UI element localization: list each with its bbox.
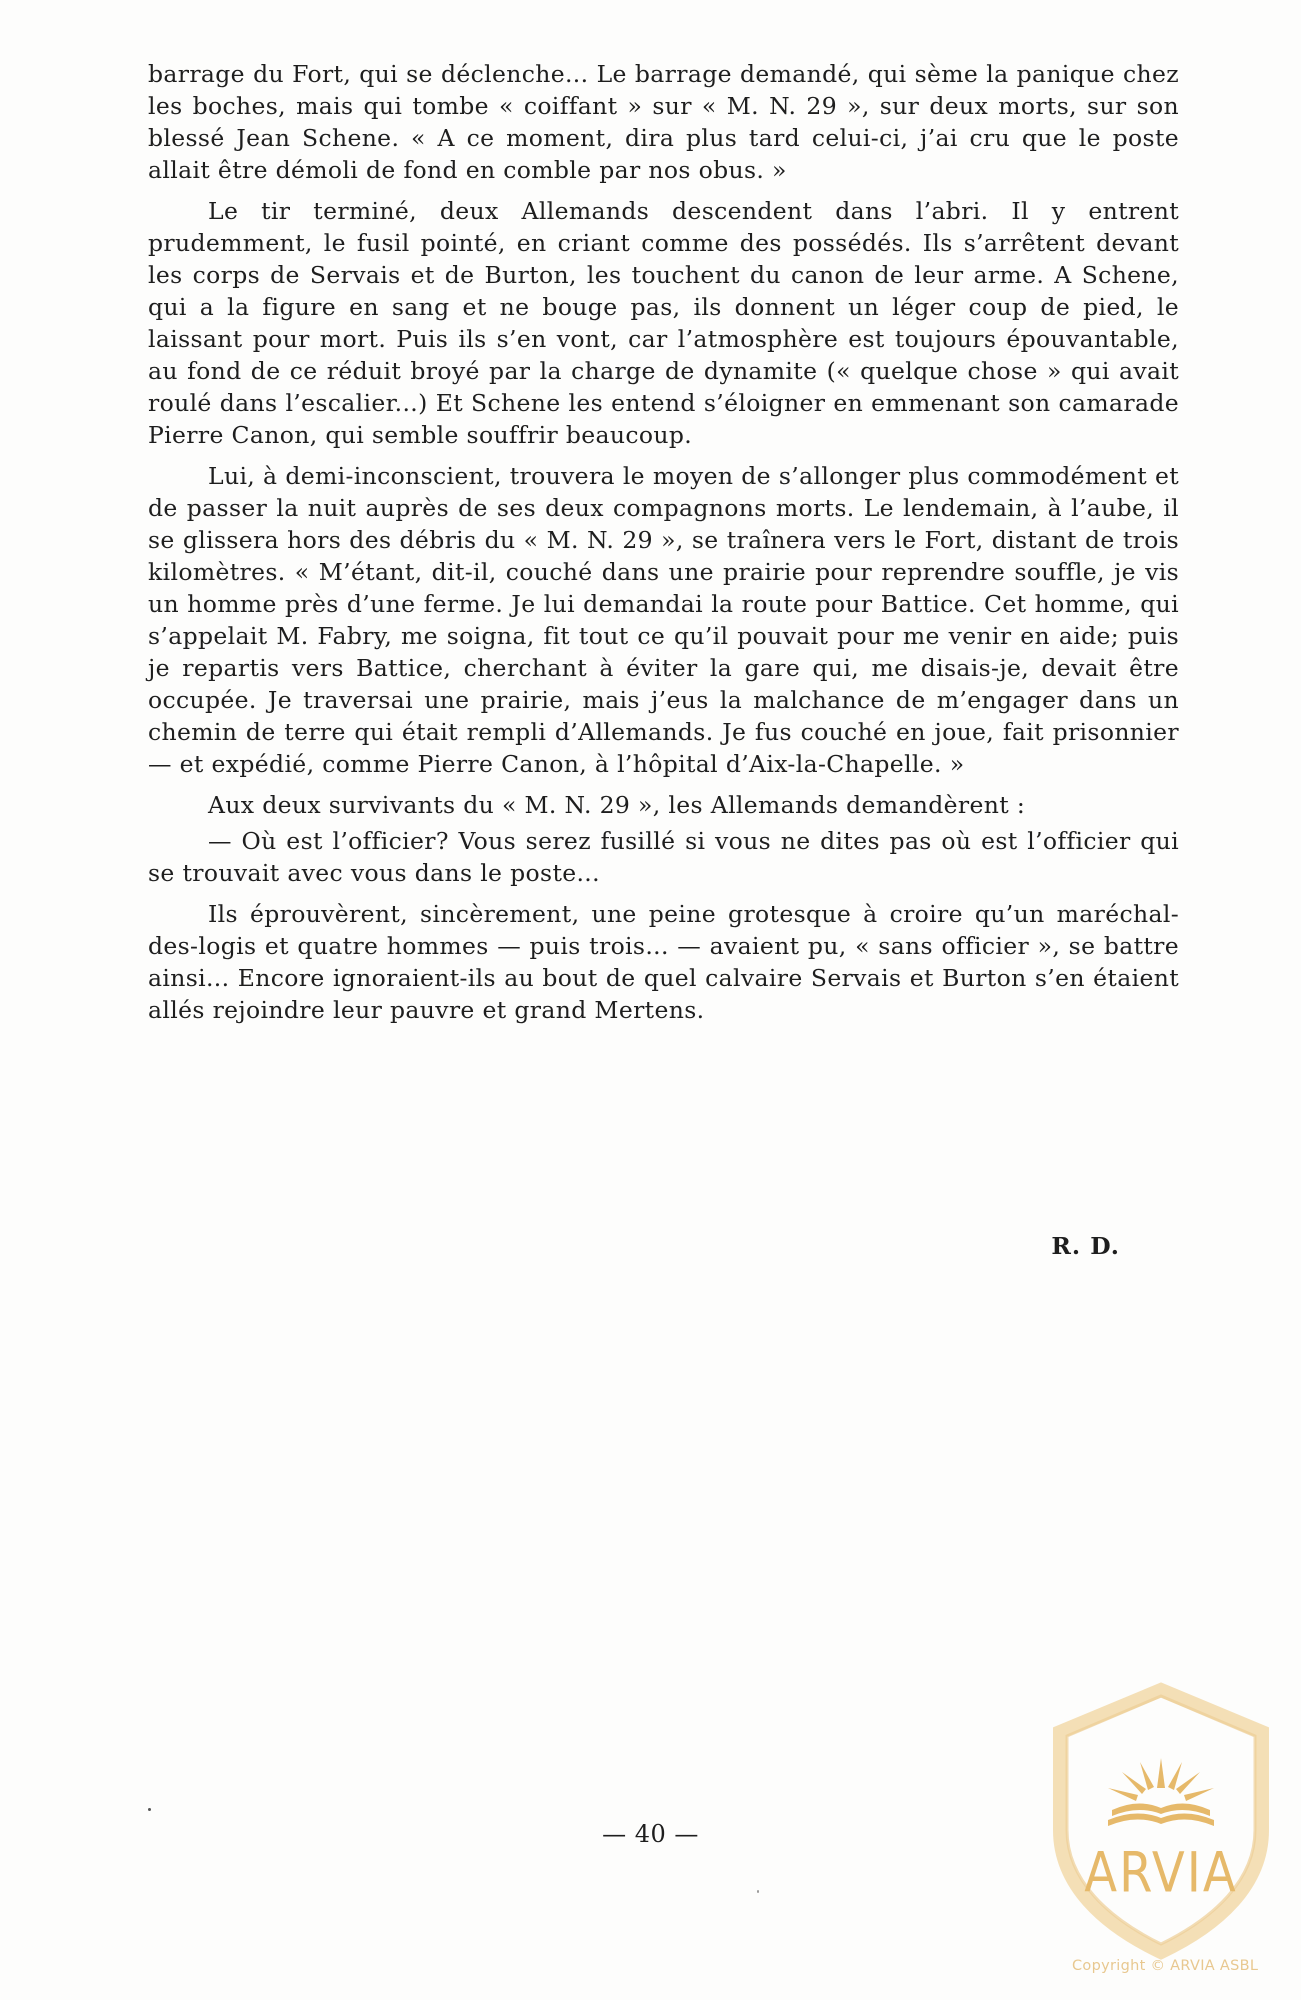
paragraph: Aux deux survivants du « M. N. 29 », les Allemands demandèrent : [208, 791, 1026, 819]
arvia-watermark-logo [1048, 1680, 1274, 1960]
article-body [148, 58, 1179, 1035]
print-speck [148, 1808, 151, 1811]
paragraph: Le tir terminé, deux Allemands descendent dans l’abri. Il y entrent prudemment, le fusil pointé, en criant comme des possédés. Ils s’arrêtent devant les corps de Servais et de Burton, les touchent du canon de leur arme. A Schene, qui a la figure en sang et ne bouge pas, ils donnent un léger coup de pied, le laissant pour mort. Puis ils s’en vont, car l’atmosphère est toujours épouvantable, au fond de ce réduit broyé par la charge de dynamite (« quelque chose » qui avait roulé dans l’escalier...) Et Schene les entend s’éloigner en emmenant son camarade Pierre Canon, qui semble souffrir beaucoup. [148, 197, 1179, 449]
page-number: — 40 — [602, 1820, 699, 1848]
book-sunburst-icon [1108, 1758, 1214, 1826]
print-speck [757, 1890, 759, 1893]
author-initials: R. D. [1051, 1232, 1120, 1260]
paragraph: Lui, à demi-inconscient, trouvera le moyen de s’allonger plus commodément et de passer la nuit auprès de ses deux compagnons morts. Le lendemain, à l’aube, il se glissera hors des débris du « M. N. 29 », se traînera vers le Fort, distant de trois kilomètres. « M’étant, dit-il, couché dans une prairie pour reprendre souffle, je vis un homme près d’une ferme. Je lui demandai la route pour Battice. Cet homme, qui s’appelait M. Fabry, me soigna, fit tout ce qu’il pouvait pour me venir en aide; puis je repartis vers Battice, cherchant à éviter la gare qui, me disais-je, devait être occupée. Je traversai une prairie, mais j’eus la malchance de m’engager dans un chemin de terre qui était rempli d’Allemands. Je fus couché en joue, fait prisonnier — et expédié, comme Pierre Canon, à l’hôpital d’Aix-la-Chapelle. » [148, 462, 1179, 778]
logo-text: ARVIA [1084, 1841, 1238, 1906]
copyright-notice: Copyright © ARVIA ASBL [1072, 1958, 1259, 1974]
paragraph: Ils éprouvèrent, sincèrement, une peine grotesque à croire qu’un maréchal-des-logis et quatre hommes — puis trois... — avaient pu, « sans officier », se battre ainsi... Encore ignoraient-ils au bout de quel calvaire Servais et Burton s’en étaient allés rejoindre leur pauvre et grand Mertens. [148, 900, 1179, 1024]
paragraph: barrage du Fort, qui se déclenche... Le barrage demandé, qui sème la panique chez les boches, mais qui tombe « coiffant » sur « M. N. 29 », sur deux morts, sur son blessé Jean Schene. « A ce moment, dira plus tard celui-ci, j’ai cru que le poste allait être démoli de fond en comble par nos obus. » [148, 60, 1179, 184]
paragraph: — Où est l’officier? Vous serez fusillé si vous ne dites pas où est l’officier qui se trouvait avec vous dans le poste... [148, 827, 1179, 887]
